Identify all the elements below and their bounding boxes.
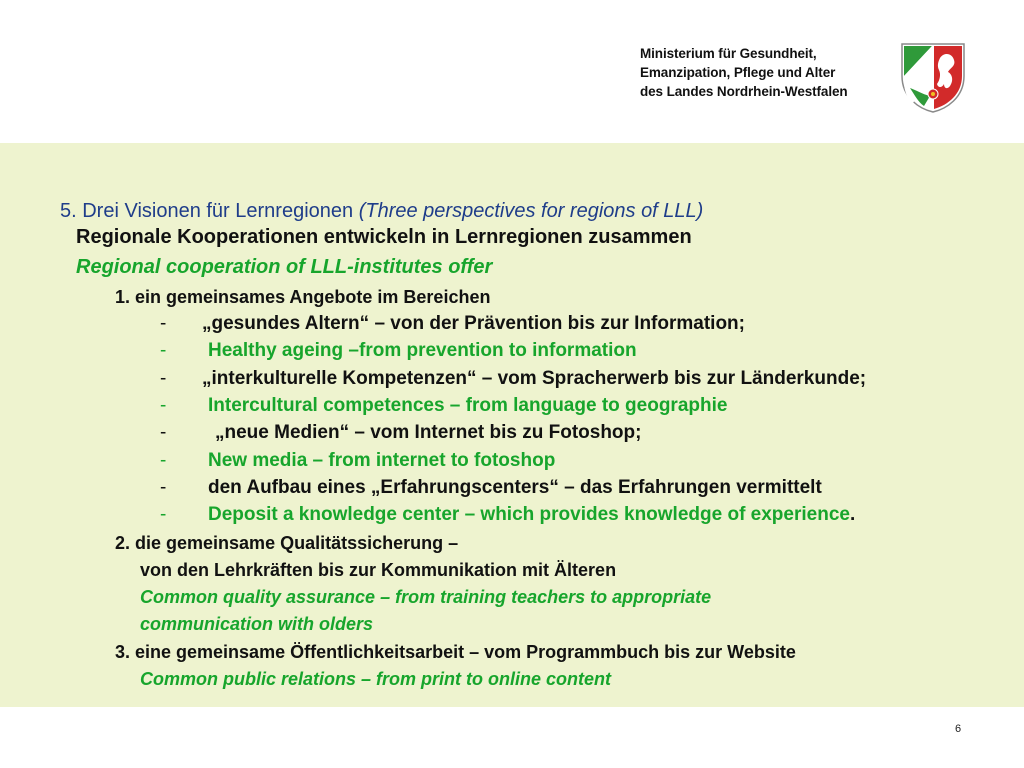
bullet-dash: -	[160, 477, 167, 498]
ministry-name	[640, 44, 890, 101]
bullet-dash: -	[160, 422, 167, 443]
item-2-english: Common quality assurance – from training teachers to appropriate	[140, 587, 712, 607]
item-2-continued: von den Lehrkräften bis zur Kommunikation mit Älteren	[140, 560, 617, 580]
bullet-text: New media – from internet to fotoshop	[208, 450, 556, 471]
bullet-text: „gesundes Altern“ – von der Prävention bis zur Information;	[202, 313, 745, 334]
bullet-dash: -	[160, 395, 167, 416]
bullet-text: Intercultural competences – from language to geographie	[208, 395, 728, 416]
bullet-dash: -	[160, 450, 167, 471]
bullet-text: „neue Medien“ – vom Internet bis zu Fotoshop;	[215, 422, 642, 443]
content-panel	[0, 143, 1024, 707]
bullet-text-period: .	[849, 504, 856, 525]
bullet-text: den Aufbau eines „Erfahrungscenters“ – das Erfahrungen vermittelt	[208, 477, 822, 498]
ministry-line: Emanzipation, Pflege und Alter	[640, 65, 836, 80]
subtitle-german: Regionale Kooperationen entwickeln in Lernregionen zusammen	[76, 226, 692, 248]
item-3: 3. eine gemeinsame Öffentlichkeitsarbeit – vom Programmbuch bis zur Website	[115, 642, 796, 662]
title-english: (Three perspectives for regions of LLL)	[358, 200, 704, 222]
bullet-dash: -	[160, 340, 167, 361]
bullet-text-main: Deposit a knowledge center – which provides knowledge of experience	[208, 504, 850, 525]
ministry-line: Ministerium für Gesundheit,	[640, 46, 817, 61]
subtitle-english: Regional cooperation of LLL-institutes offer	[76, 256, 493, 278]
page-number: 6	[955, 723, 962, 735]
header	[0, 0, 1024, 143]
item-1: 1. ein gemeinsames Angebote im Bereichen	[115, 287, 491, 307]
ministry-line: des Landes Nordrhein-Westfalen	[640, 84, 848, 99]
bullet-dash: -	[160, 368, 167, 389]
item-2: 2. die gemeinsame Qualitätssicherung –	[115, 533, 459, 553]
bullet-text: „interkulturelle Kompetenzen“ – vom Spracherwerb bis zur Länderkunde;	[202, 368, 867, 389]
nrw-crest-icon	[900, 42, 966, 114]
bullet-text: Healthy ageing –from prevention to information	[208, 340, 637, 361]
bullet-dash: -	[160, 504, 167, 525]
bullet-text	[208, 503, 855, 527]
slide-title	[60, 199, 703, 223]
item-2-english-continued: communication with olders	[140, 614, 374, 634]
item-3-english: Common public relations – from print to online content	[140, 669, 612, 689]
bullet-dash: -	[160, 313, 167, 334]
title-german: 5. Drei Visionen für Lernregionen	[60, 200, 354, 222]
